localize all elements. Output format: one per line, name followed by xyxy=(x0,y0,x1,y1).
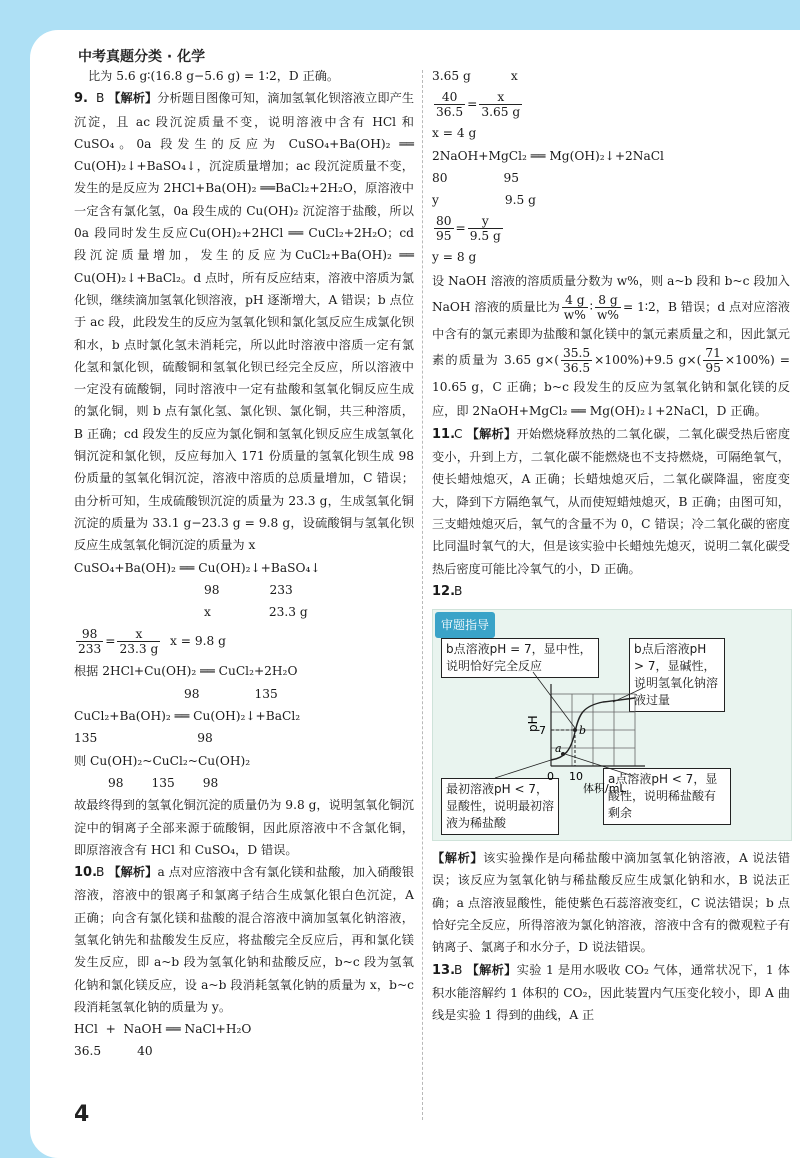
equation: CuCl₂+Ba(OH)₂ ══ Cu(OH)₂↓+BaCl₂ xyxy=(74,709,301,724)
analysis-tag: 【解析】 xyxy=(432,851,484,866)
equation-masses: 98 233 xyxy=(204,582,293,597)
equation-masses: 36.5 40 xyxy=(74,1044,153,1059)
equation-masses: 98 135 98 xyxy=(108,775,219,790)
equation-unknowns: y 9.5 g xyxy=(432,193,536,208)
carryover-line: 比为 5.6 g∶(16.8 g−5.6 g) = 1∶2，D 正确。 xyxy=(88,69,340,83)
equation-masses: 135 98 xyxy=(74,731,213,746)
analysis-tag: 【解析】 xyxy=(466,962,517,977)
analysis-text: 实验 1 是用水吸收 CO₂ 气体，通常状况下，1 体积水能溶解约 1 体积的 CO₂，因此装置内气压变化较小，即 A 曲线是实验 1 得到的曲线，A 正 xyxy=(432,962,790,1023)
fraction: $\frac{y}{9.5 g}$ xyxy=(469,214,501,244)
question-12 xyxy=(432,580,790,603)
equation-unknowns: 3.65 g x xyxy=(432,69,518,83)
fraction: $\frac{71}{95}$ xyxy=(705,345,721,375)
analysis-tag: 【解析】 xyxy=(108,865,158,880)
proportion-line: $\frac{80}{95}$ = $\frac{y}{9.5 g}$ xyxy=(436,214,501,244)
page-number: 4 xyxy=(74,1102,90,1127)
equation: 则 Cu(OH)₂~CuCl₂~Cu(OH)₂ xyxy=(74,753,251,768)
answer-letter: B xyxy=(96,91,105,106)
callout-a-point: a点溶液pH < 7，显酸性，说明稀盐酸有剩余 xyxy=(603,768,731,825)
fraction: $\frac{98}{233}$ xyxy=(78,627,102,657)
page xyxy=(30,30,800,1158)
label-a: a xyxy=(555,742,562,756)
leader-line xyxy=(495,760,551,778)
answer-letter: B xyxy=(454,583,463,598)
question-number: 11. xyxy=(432,426,456,442)
tick-10: 10 xyxy=(569,770,583,784)
analysis-tag: 【解析】 xyxy=(108,91,158,106)
callout-initial: 最初溶液pH < 7，显酸性，说明最初溶液为稀盐酸 xyxy=(441,778,559,835)
callout-b-point: b点溶液pH = 7，显中性，说明恰好完全反应 xyxy=(441,638,599,678)
analysis-text: 【解析】该实验操作是向稀盐酸中滴加氢氧化钠溶液，A 说法错误；该反应为氢氧化钠与稀盐酸反应生成氯化钠和水，B 说法正确；a 点溶液显酸性，能使紫色石蕊溶液变红，C 说法错误；b 点恰好完全反应，所得溶液为氯化钠溶液，溶液中含有的微观粒子有钠离子、氯离子和水分子，D 说法错误。 xyxy=(432,851,791,955)
analysis-tag: 【解析】 xyxy=(466,426,517,441)
question-9 xyxy=(74,87,414,556)
y-axis-label: pH xyxy=(526,715,540,733)
question-10 xyxy=(74,861,414,1018)
tick-0: 0 xyxy=(547,770,554,784)
right-column xyxy=(432,65,790,1027)
left-column xyxy=(74,65,414,1063)
page-header-title: 中考真题分类 · 化学 xyxy=(78,49,206,65)
leader-line xyxy=(613,688,643,702)
equation: 2NaOH+MgCl₂ ══ Mg(OH)₂↓+2NaCl xyxy=(432,148,664,163)
analysis-text: 故最终得到的氢氧化铜沉淀的质量仍为 9.8 g，说明氢氧化铜沉淀中的铜离子全部来源于硫酸铜，因此原溶液中不含氯化铜，即原溶液含有 HCl 和 CuSO₄，D 错误。 xyxy=(74,798,414,857)
x-axis-label: 体积/mL xyxy=(583,782,626,796)
tick-7: 7 xyxy=(539,724,546,738)
fraction: $\frac{40}{36.5}$ xyxy=(436,90,464,120)
equation-masses: 80 95 xyxy=(432,170,520,185)
analysis-text: a 点对应溶液中含有氯化镁和盐酸，加入硝酸银溶液，溶液中的银离子和氯离子结合生成氯化银白色沉淀，A 正确；向含有氯化镁和盐酸的混合溶液中滴加氢氧化钠溶液，氢氧化钠先和盐酸发生反应，将盐酸完全反应后，再和氯化镁发生反应，即 a~b 段为氢氧化钠和盐酸反应，b~c 段为氢氧化钠和氯化镁反应，设 a~b 段消耗氢氧化钠的质量为 x，b~c 段消耗氢氧化钠的质量为 y。 xyxy=(74,865,415,1014)
equation: 根据 2HCl+Cu(OH)₂ ══ CuCl₂+2H₂O xyxy=(74,664,298,679)
fraction: $\frac{35.5}{36.5}$ xyxy=(563,345,591,375)
analysis-text: 分析题目图像可知，滴加氢氧化钡溶液立即产生沉淀，且 ac 段沉淀质量不变，说明溶液中含有 HCl 和CuSO₄。0a 段发生的反应为 CuSO₄+Ba(OH)₂ ══ Cu(OH)₂↓+BaSO₄↓，沉淀质量增加；ac 段沉淀质量不变，发生的是反应为 2HCl+Ba(OH)₂ ══BaCl₂+2H₂O，原溶液中一定含有氯化氢，0a 段生成的 Cu(OH)₂ 沉淀溶于盐酸，所以 0a 段同时发生反应Cu(OH)₂+2HCl ══ CuCl₂+2H₂O；cd 段沉淀质量增加，发生的反应为CuCl₂+Ba(OH)₂ ══ Cu(OH)₂↓+BaCl₂。d 点时，所有反应结束，溶液中溶质为氯化钡，继续滴加氢氧化钡溶液，pH 逐渐增大，A 错误；b 点位于 ac 段，此段发生的反应为氢氧化钡和氯化氢反应生成氯化钡和水，b 点时氯化氢未消耗完，所以此时溶液中溶质一定有氯化氢和氯化钡，硫酸铜和氢氧化钡已经完全反应，所以溶液中一定没有硫酸铜，同时溶液中一定有盐酸和氢氧化铜反应生成的氯化铜，则 b 点有氯化氢、氯化钡、氯化铜，共三种溶质，B 正确；cd 段发生的反应为氯化铜和氢氧化钡反应生成氢氧化铜沉淀和氯化钡，反应每加入 171 份质量的氢氧化钡生成 98 份质量的氢氧化铜沉淀，溶液中溶质的总质量增加，C 错误；由分析可知，生成硫酸钡沉淀的质量为 23.3 g，生成氢氧化铜沉淀的质量为 33.1 g−23.3 g = 9.8 g，设硫酸铜与氢氧化钡反应生成氢氧化铜沉淀的质量为 x xyxy=(74,91,415,553)
fraction: $\frac{x}{3.65 g}$ xyxy=(481,90,521,120)
fraction: $\frac{4 g}{w\%}$ xyxy=(563,292,586,322)
answer-letter: B xyxy=(96,865,105,880)
question-number: 9. xyxy=(74,91,88,107)
proportion-line: $\frac{40}{36.5}$ = $\frac{x}{3.65 g}$ xyxy=(436,90,521,120)
proportion-line: $\frac{98}{233}$ = $\frac{x}{23.3 g}$ x = 9.8 g xyxy=(78,627,226,657)
equation-unknowns: x 23.3 g xyxy=(204,605,308,620)
fraction: $\frac{8 g}{w\%}$ xyxy=(596,292,619,322)
figure-tag: 审题指导 xyxy=(435,612,495,638)
question-13 xyxy=(432,959,790,1027)
ph-chart xyxy=(433,610,791,840)
fraction: $\frac{80}{95}$ xyxy=(436,214,452,244)
ph-figure xyxy=(432,609,792,841)
answer-letter: B xyxy=(454,962,463,977)
answer-letter: C xyxy=(454,426,463,441)
analysis-text: 设 NaOH 溶液的溶质质量分数为 w%，则 a~b 段和 b~c 段加入 NaOH 溶液的质量比为 $\frac{4 g}{w\%}$ ∶ $\frac{8 g}{w\%}$ = 1∶2，B 错误；d 点对应溶液中含有的氯元素即为盐酸和氯化镁中的氯元素质量之和，因此氯元素的质量为 3.65 g×( $\frac{35.5}{36.5}$ ×100%)+9.5 g×( $\frac{71}{95}$ ×100%) = 10.65 g，C 正确；b~c 段发生的反应为氢氧化钠和氯化镁的反应，即 2NaOH+MgCl₂ ══ Mg(OH)₂↓+2NaCl，D 正确。 xyxy=(432,273,791,418)
equation: HCl + NaOH ══ NaCl+H₂O xyxy=(74,1022,252,1037)
equation-masses: 98 135 xyxy=(184,686,278,701)
point-a xyxy=(561,752,565,756)
result-line: x = 4 g xyxy=(432,126,477,141)
analysis-text: 开始燃烧释放热的二氧化碳，二氧化碳受热后密度变小，升到上方，二氧化碳不能燃烧也不支持燃烧，可隔绝氧气，使长蜡烛熄灭，A 正确；长蜡烛熄灭后，二氧化碳降温，密度变大，降到下方隔绝氧气，从而使短蜡烛熄灭，B 正确；由图可知，三支蜡烛熄灭后，氧气的含量不为 0，C 错误；冷二氧化碳的密度比同温时氧气的大，但是该实验中长蜡烛先熄灭，说明二氧化碳受热后密度可能比冷氧气的小，D 正确。 xyxy=(432,426,791,576)
equation: CuSO₄+Ba(OH)₂ ══ Cu(OH)₂↓+BaSO₄↓ xyxy=(74,560,321,575)
point-b xyxy=(573,728,577,732)
question-11 xyxy=(432,423,790,580)
question-number: 10. xyxy=(74,865,98,881)
label-b: b xyxy=(579,724,587,738)
question-number: 12. xyxy=(432,583,456,599)
result-line: y = 8 g xyxy=(432,250,477,265)
fraction: $\frac{x}{23.3 g}$ xyxy=(119,627,159,657)
column-divider xyxy=(422,70,423,1120)
callout-after-b: b点后溶液pH > 7，显碱性，说明氢氧化钠溶液过量 xyxy=(629,638,725,712)
question-number: 13. xyxy=(432,962,456,978)
